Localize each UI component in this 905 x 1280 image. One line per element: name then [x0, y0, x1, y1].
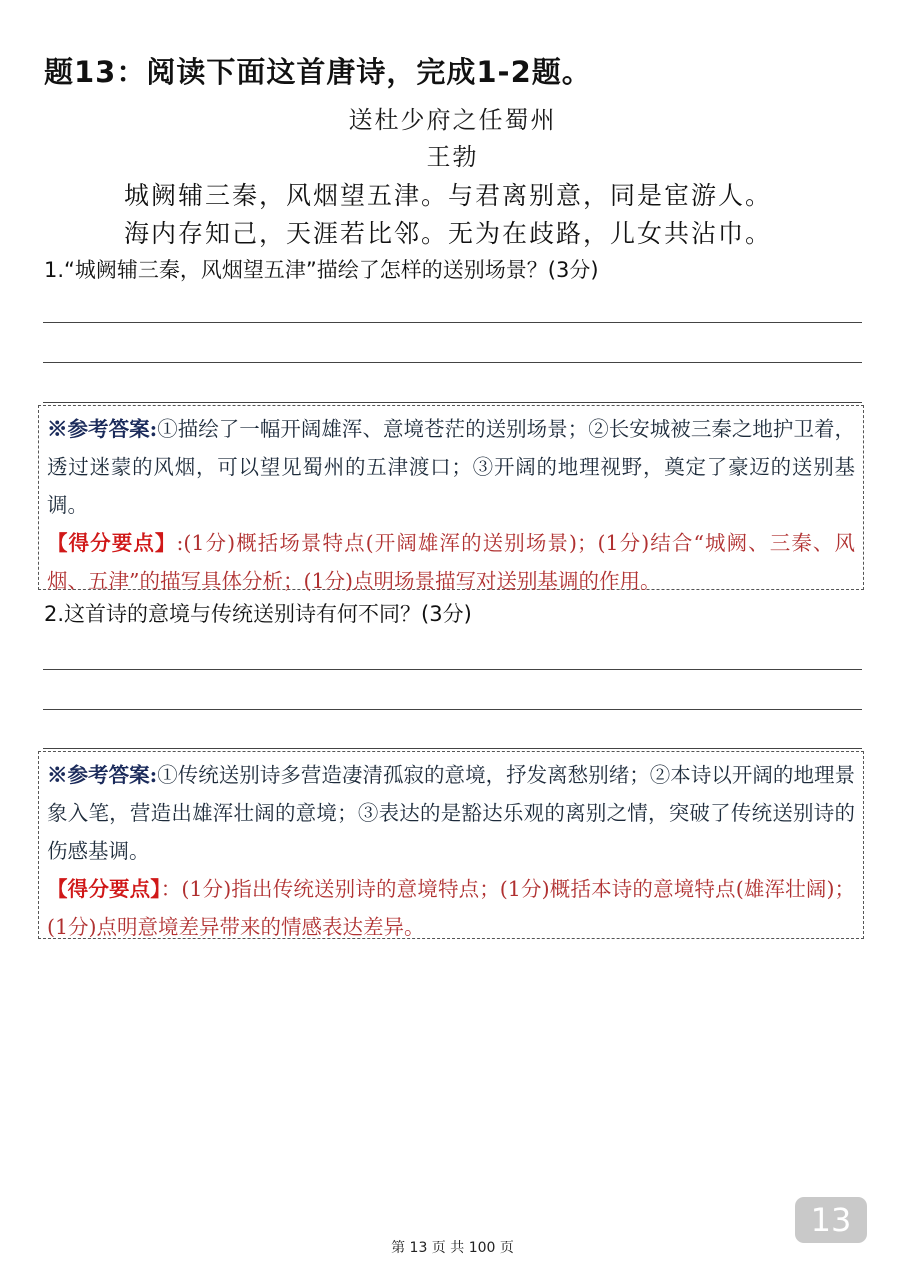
answer-line[interactable] [43, 669, 862, 670]
answer-box-2 [38, 751, 864, 939]
answer-label: ※参考答案: [47, 417, 158, 441]
answer-line[interactable] [43, 709, 862, 710]
answer-box-1 [38, 405, 864, 593]
poem-line: 海内存知己，天涯若比邻。无为在歧路，儿女共沾巾。 [124, 219, 773, 248]
poem-author: 王勃 [426, 143, 479, 171]
answer-label: ※参考答案: [47, 763, 158, 787]
answer-text: ①传统送别诗多营造凄清孤寂的意境，抒发离愁别绪；②本诗以开阔的地理景象入笔，营造出雄浑壮阔的意境；③表达的是豁达乐观的离别之情，突破了传统送别诗的伤感基调。 [47, 763, 855, 863]
question-2-prompt: 2.这首诗的意境与传统送别诗有何不同？(3分) [44, 602, 472, 626]
points-label: 【得分要点】 [47, 877, 161, 901]
answer-line[interactable] [43, 322, 862, 323]
poem-line: 城阙辅三秦，风烟望五津。与君离别意，同是宦游人。 [124, 181, 773, 210]
poem-title: 送杜少府之任蜀州 [348, 106, 557, 134]
points-text: :(1分)概括场景特点(开阔雄浑的送别场景)；(1分)结合“城阙、三秦、风烟、五津”的描写具体分析；(1分)点明场景描写对送别基调的作用。 [47, 531, 855, 593]
answer-line[interactable] [43, 362, 862, 363]
page-footer: 第 13 页 共 100 页 [391, 1240, 514, 1256]
answer-line[interactable] [43, 748, 862, 749]
answer-text: ①描绘了一幅开阔雄浑、意境苍茫的送别场景；②长安城被三秦之地护卫着，透过迷蒙的风烟，可以望见蜀州的五津渡口；③开阔的地理视野，奠定了豪迈的送别基调。 [47, 417, 855, 517]
question-1-prompt: 1.“城阙辅三秦，风烟望五津”描绘了怎样的送别场景？(3分) [44, 258, 599, 282]
points-text: ：(1分)指出传统送别诗的意境特点；(1分)概括本诗的意境特点(雄浑壮阔)；(1分)点明意境差异带来的情感表达差异。 [47, 877, 855, 939]
answer-line[interactable] [43, 402, 862, 403]
page-number-badge: 13 [795, 1197, 867, 1243]
points-label: 【得分要点】 [47, 531, 177, 555]
page-title: 题13：阅读下面这首唐诗，完成1-2题。 [44, 55, 592, 89]
